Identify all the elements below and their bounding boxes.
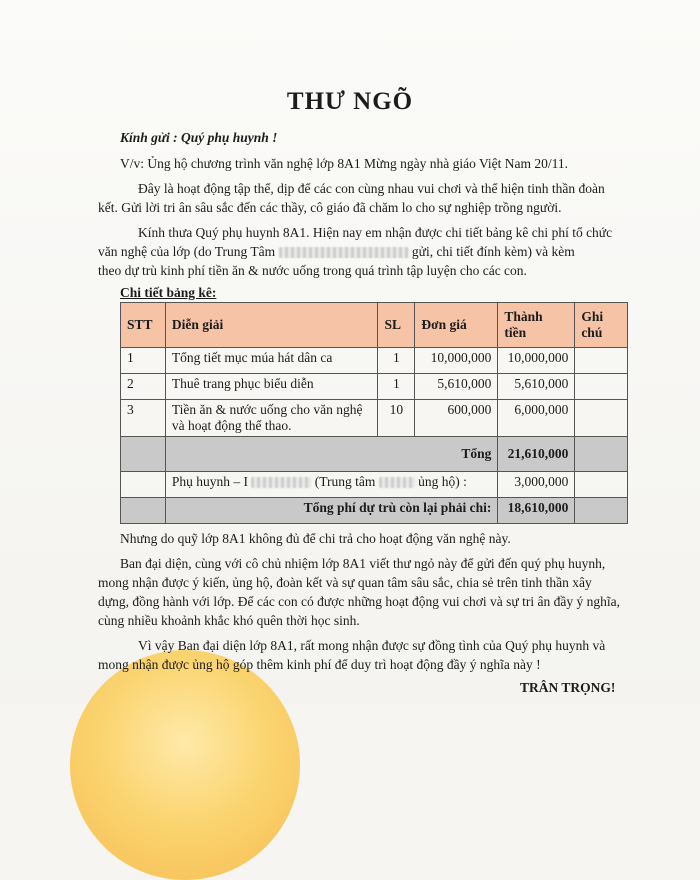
cell-unit-price: 600,000 bbox=[415, 400, 498, 437]
cost-table bbox=[120, 302, 628, 524]
support-label: Phụ huynh – I (Trung tâm ủng hộ) : bbox=[165, 472, 498, 498]
subject-line: V/v: Ủng hộ chương trình văn nghệ lớp 8A1 Mừng ngày nhà giáo Việt Nam 20/11. bbox=[120, 156, 569, 171]
paragraph-2-text-b: gửi, chi tiết đính kèm) và kèm bbox=[411, 244, 575, 259]
cell-description: Tổng tiết mục múa hát dân ca bbox=[165, 348, 378, 374]
redacted-block bbox=[251, 477, 311, 488]
table-row bbox=[121, 348, 628, 374]
cell-amount: 5,610,000 bbox=[498, 374, 575, 400]
paragraph-5-line-1: Vì vậy Ban đại diện lớp 8A1, rất mong nhận được sự đồng tình của Quý phụ huynh và bbox=[138, 638, 606, 653]
paragraph-3: Nhưng do quỹ lớp 8A1 không đủ để chi trả cho hoạt động văn nghệ này. bbox=[120, 531, 511, 546]
paragraph-1-line-1: Đây là hoạt động tập thể, dịp để các con cùng nhau vui chơi và thể hiện tinh thần đoàn bbox=[138, 181, 605, 196]
header-unit-price: Đơn giá bbox=[415, 303, 498, 348]
remaining-label: Tổng phí dự trù còn lại phải chi: bbox=[165, 498, 498, 524]
letter-title: THƯ NGÕ bbox=[286, 88, 414, 115]
cell-quantity: 1 bbox=[378, 348, 415, 374]
cell-stt: 2 bbox=[121, 374, 166, 400]
support-value: 3,000,000 bbox=[498, 472, 575, 498]
table-caption: Chi tiết bảng kê: bbox=[120, 285, 217, 300]
header-note: Ghi chú bbox=[575, 303, 628, 348]
closing-text: TRÂN TRỌNG! bbox=[520, 680, 616, 695]
cell-quantity: 10 bbox=[378, 400, 415, 437]
redacted-block bbox=[379, 477, 415, 488]
paragraph-5-line-2: mong nhận được ủng hộ góp thêm kinh phí để duy trì hoạt động đầy ý nghĩa này ! bbox=[98, 657, 541, 672]
salutation: Kính gửi : Quý phụ huynh ! bbox=[120, 130, 278, 145]
cell-description: Tiền ăn & nước uống cho văn nghệ và hoạt động thể thao. bbox=[165, 400, 378, 437]
cell-amount: 10,000,000 bbox=[498, 348, 575, 374]
header-amount: Thành tiền bbox=[498, 303, 575, 348]
paragraph-4-line-1: Ban đại diện, cùng với cô chủ nhiệm lớp 8A1 viết thư ngỏ này để gửi đến quý phụ huynh, bbox=[120, 556, 606, 571]
sum-row bbox=[121, 437, 628, 472]
redacted-block bbox=[279, 247, 409, 258]
support-row bbox=[121, 472, 628, 498]
header-quantity: SL bbox=[378, 303, 415, 348]
paragraph-2-line-3: theo dự trù kinh phí tiền ăn & nước uống trong quá trình tập luyện cho các con. bbox=[98, 263, 527, 278]
table-row bbox=[121, 400, 628, 437]
cell-unit-price: 10,000,000 bbox=[415, 348, 498, 374]
paragraph-4-line-4: cùng nhiều khoảnh khắc khó quên thời học sinh. bbox=[98, 613, 360, 628]
cell-note bbox=[575, 348, 628, 374]
cell-stt: 1 bbox=[121, 348, 166, 374]
paragraph-2-line-2 bbox=[98, 244, 575, 260]
paragraph-4-line-3: dựng, đồng hành với lớp. Để các con có được những hoạt động vui chơi và sự tri ân đầy ý nghĩa, bbox=[98, 594, 620, 609]
cell-note bbox=[575, 374, 628, 400]
paragraph-2-line-1: Kính thưa Quý phụ huynh 8A1. Hiện nay em nhận được chi tiết bảng kê chi phí tổ chức bbox=[138, 225, 613, 240]
sum-value: 21,610,000 bbox=[498, 437, 575, 472]
table-row bbox=[121, 374, 628, 400]
cell-description: Thuê trang phục biểu diễn bbox=[165, 374, 378, 400]
header-description: Diễn giải bbox=[165, 303, 378, 348]
paragraph-2-text-a: văn nghệ của lớp (do Trung Tâm bbox=[98, 244, 276, 259]
paragraph-1-line-2: kết. Gửi lời tri ân sâu sắc đến các thầy, cô giáo đã chăm lo cho sự nghiệp trồng người. bbox=[98, 200, 562, 215]
paragraph-4-line-2: mong nhận được ý kiến, ủng hộ, đoàn kết và sự quan tâm sâu sắc, chia sẻ trên tinh thần xây bbox=[98, 575, 592, 590]
cell-amount: 6,000,000 bbox=[498, 400, 575, 437]
cell-quantity: 1 bbox=[378, 374, 415, 400]
header-stt: STT bbox=[121, 303, 166, 348]
remaining-row bbox=[121, 498, 628, 524]
cell-unit-price: 5,610,000 bbox=[415, 374, 498, 400]
table-header-row bbox=[121, 303, 628, 348]
cell-stt: 3 bbox=[121, 400, 166, 437]
cell-note bbox=[575, 400, 628, 437]
sum-label: Tổng bbox=[165, 437, 498, 472]
remaining-value: 18,610,000 bbox=[498, 498, 575, 524]
decorative-sun-shape bbox=[70, 650, 300, 880]
